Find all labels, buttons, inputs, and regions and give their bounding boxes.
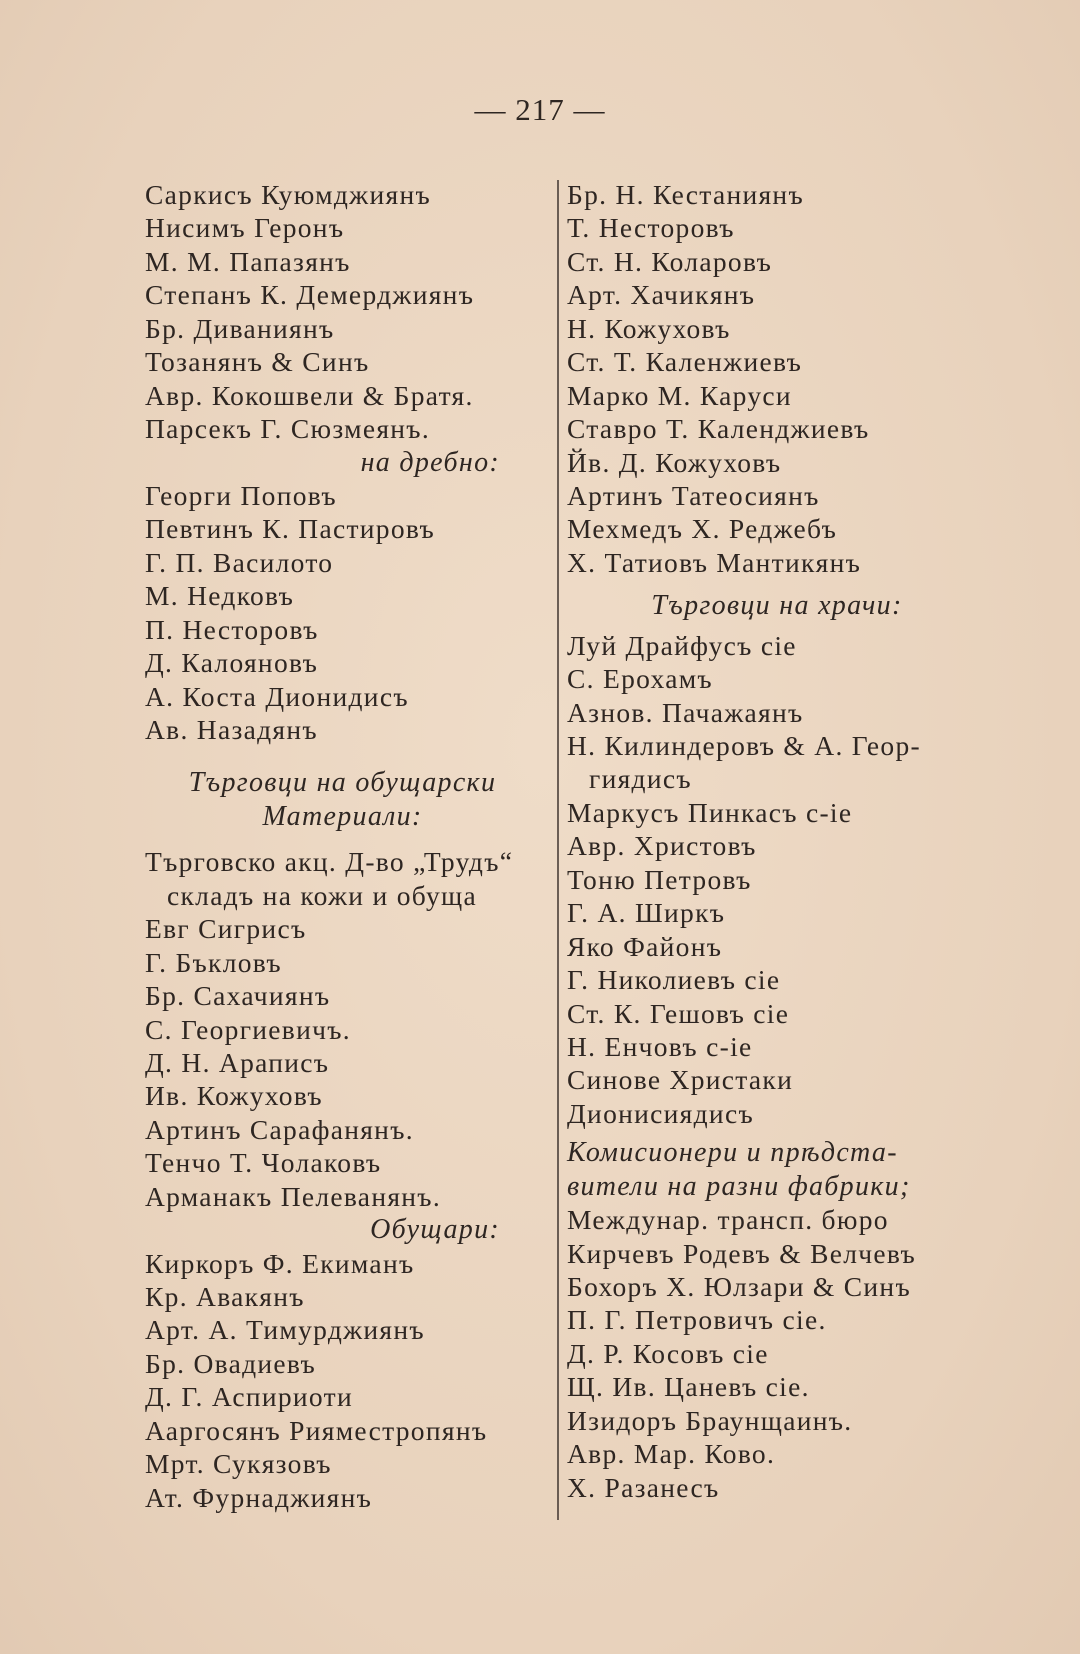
list-entry: Марко М. Каруси: [567, 379, 792, 411]
section-heading: Комисионери и прѣдста-: [567, 1137, 898, 1169]
list-entry: Ст. Т. Каленжиевъ: [567, 346, 803, 378]
left-column: [145, 178, 540, 1514]
list-entry: Мрт. Сукязовъ: [145, 1448, 332, 1480]
list-entry: Щ. Ив. Цаневъ cie.: [567, 1371, 810, 1403]
spacer: [567, 579, 987, 589]
list-entry: Артинъ Сарафанянъ.: [145, 1113, 414, 1145]
list-entry: П. Несторовъ: [145, 613, 319, 645]
list-entry: Бохоръ Х. Юлзари & Синъ: [567, 1271, 911, 1302]
list-entry: Авр. Мар. Ково.: [567, 1438, 776, 1470]
list-entry: Дионисиядисъ: [567, 1097, 754, 1129]
list-entry: Бр. Сахачиянъ: [145, 980, 331, 1012]
right-column: [567, 178, 987, 1504]
list-entry: М. Недковъ: [145, 580, 295, 612]
list-entry: Тенчо Т. Чолаковъ: [145, 1147, 382, 1179]
list-entry: Д. Н. Араписъ: [145, 1046, 330, 1078]
section-heading: вители на разни фабрики;: [567, 1170, 911, 1202]
list-entry: Маркусъ Пинкасъ c-ie: [567, 796, 853, 828]
list-entry: Г. П. Василото: [145, 546, 334, 578]
list-entry: Георги Поповъ: [145, 479, 337, 511]
list-entry: Авр. Христовъ: [567, 830, 757, 862]
list-entry: Ст. Н. Коларовъ: [567, 245, 773, 277]
list-entry: А. Коста Дионидисъ: [145, 680, 409, 712]
section-heading: Търговци на храчи:: [651, 590, 903, 622]
list-entry: Междунар. трансп. бюро: [567, 1204, 889, 1236]
list-entry: М. М. Папазянъ: [145, 245, 351, 277]
list-entry: Х. Татиовъ Мантикянъ: [567, 546, 862, 578]
list-entry: Азнов. Пачажаянъ: [567, 696, 804, 728]
list-entry: Яко Файонъ: [567, 930, 723, 962]
section-heading: Материали:: [262, 800, 423, 832]
list-entry: Бр. Н. Кестаниянъ: [567, 179, 804, 210]
list-entry: Ат. Фурнаджиянъ: [145, 1481, 373, 1513]
list-entry: Кирчевъ Родевъ & Велчевъ: [567, 1237, 917, 1269]
list-entry: Д. Г. Аспириоти: [145, 1381, 353, 1413]
list-entry: Саркисъ Куюмджиянъ: [145, 179, 431, 210]
list-entry: Търговско акц. Д-во „Трудъ“: [145, 846, 514, 878]
list-entry: Н. Енчовъ c-ie: [567, 1030, 753, 1062]
list-entry: Г. Бъкловъ: [145, 946, 282, 978]
list-entry: Синове Христаки: [567, 1064, 794, 1096]
spacer: [145, 833, 540, 845]
list-entry: Луй Драйфусъ cie: [567, 629, 797, 661]
list-entry: С. Ерохамъ: [567, 663, 713, 695]
list-entry: Артинъ Татеосиянъ: [567, 479, 820, 511]
section-heading: Обущари:: [370, 1214, 500, 1246]
section-heading: на дребно:: [360, 446, 500, 478]
list-entry: Бр. Диваниянъ: [145, 312, 335, 344]
list-entry: Х. Разанесъ: [567, 1471, 720, 1503]
list-entry: Изидоръ Браунщаинъ.: [567, 1404, 853, 1436]
page-number: — 217 —: [474, 92, 606, 127]
list-entry: Евг Сигрисъ: [145, 913, 307, 945]
list-entry: Ставро Т. Календжиевъ: [567, 413, 870, 445]
list-entry: Певтинъ К. Пастировъ: [145, 513, 436, 545]
column-divider: [557, 180, 559, 1520]
section-heading: Търговци на обущарски: [188, 767, 497, 799]
list-entry: Арт. Хачикянъ: [567, 279, 756, 311]
list-entry: Ааргосянъ Рияместропянъ: [145, 1414, 488, 1446]
list-entry: Арманакъ Пелеванянъ.: [145, 1180, 441, 1212]
list-entry: Ив. Кожуховъ: [145, 1080, 323, 1112]
list-entry: Мехмедъ Х. Реджебъ: [567, 513, 838, 545]
list-entry: Т. Несторовъ: [567, 212, 735, 244]
list-entry: Г. А. Ширкъ: [567, 897, 726, 929]
list-entry: Ав. Назадянъ: [145, 714, 318, 745]
list-entry: Кр. Авакянъ: [145, 1281, 305, 1312]
list-entry: Киркоръ Ф. Екиманъ: [145, 1247, 415, 1279]
list-entry: Тозанянъ & Синъ: [145, 346, 370, 378]
list-entry: П. Г. Петровичъ cie.: [567, 1304, 827, 1336]
list-entry: Н. Килиндеровъ & А. Геор-: [567, 730, 921, 761]
list-entry: Д. Р. Косовъ cie: [567, 1337, 769, 1369]
list-entry: Арт. А. Тимурджиянъ: [145, 1314, 425, 1346]
spacer: [145, 746, 540, 766]
list-entry: С. Георгиевичъ.: [145, 1013, 351, 1045]
list-entry: Авр. Кокошвели & Братя.: [145, 379, 474, 411]
list-entry: Бр. Овадиевъ: [145, 1347, 317, 1379]
list-entry: Д. Калояновъ: [145, 647, 319, 679]
list-entry-continuation: складъ на кожи и обуща: [167, 879, 478, 911]
list-entry: Парсекъ Г. Сюзмеянъ.: [145, 413, 430, 445]
list-entry: Ст. К. Гешовъ cie: [567, 997, 790, 1029]
list-entry-continuation: гиядисъ: [589, 763, 692, 795]
list-entry: Г. Николиевъ cie: [567, 964, 781, 996]
list-entry: Йв. Д. Кожуховъ: [567, 446, 782, 478]
list-entry: Степанъ К. Демерджиянъ: [145, 279, 475, 311]
list-entry: Нисимъ Геронъ: [145, 212, 345, 244]
list-entry: Тоню Петровъ: [567, 863, 752, 895]
list-entry: Н. Кожуховъ: [567, 312, 731, 344]
